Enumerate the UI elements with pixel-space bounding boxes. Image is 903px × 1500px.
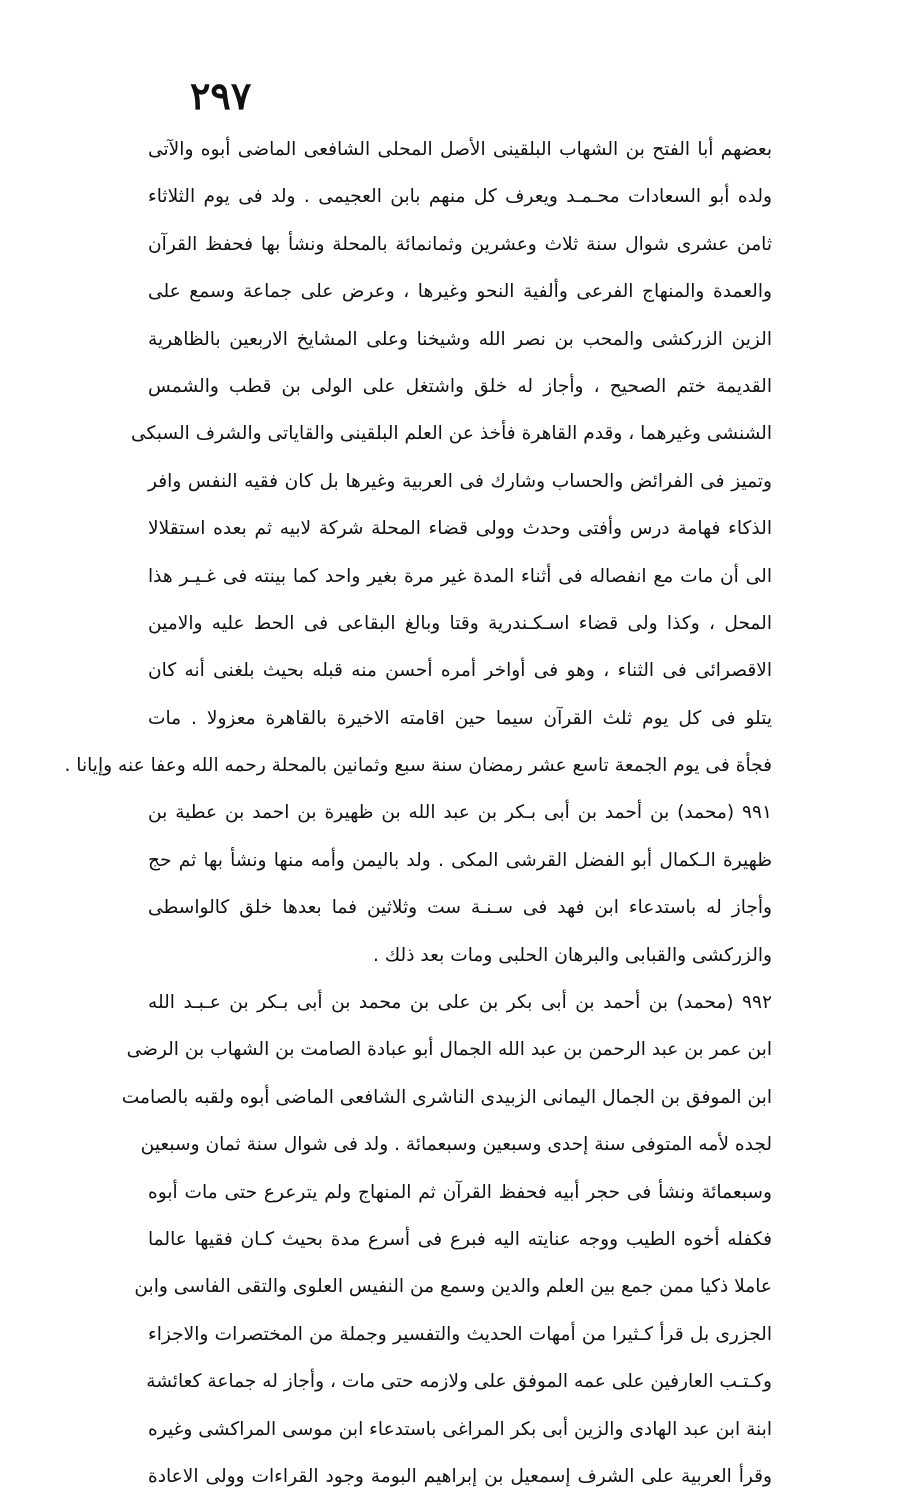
text-line: بعضهم أبا الفتح بن الشهاب البلقينى الأصل المحلى الشافعى الماضى أبوه والآتى [148, 139, 772, 160]
text-line: الشنشى وغيرهما ، وقدم القاهرة فأخذ عن العلم البلقينى والقاياتى والشرف السبكى [130, 423, 772, 445]
text-line: المحل ، وكذا ولى قضاء اسـكـندرية وقتا وبالغ البقاعى فى الحط عليه والامين [148, 612, 772, 634]
entry-heading-line: ٩٩٢ (محمد) بن أحمد بن أبى بكر بن على بن محمد بن أبى بـكر بن عـبـد الله [148, 992, 772, 1014]
entry-heading-line: ٩٩١ (محمد) بن أحمد بن أبى بـكر بن عبد الله بن ظهيرة بن احمد بن عطية بن [148, 802, 772, 824]
text-line: القديمة ختم الصحيح ، وأجاز له خلق واشتغل على الولى بن قطب والشمس [148, 375, 772, 397]
text-line: ثامن عشرى شوال سنة ثلاث وعشرين وثمانمائة بالمحلة ونشأ بها فحفظ القرآن [148, 233, 772, 255]
text-line: والزركشى والقبابى والبرهان الحلبى ومات بعد ذلك . [373, 944, 772, 966]
text-line: فكفله أخوه الطيب ووجه عنايته اليه فبرع فى أسرع مدة بحيث كـان فقيها عالما [148, 1228, 772, 1250]
page-number: ٢٩٧ [190, 73, 252, 118]
text-line: الجزرى بل قرأ كـثيرا من أمهات الحديث والتفسير وجملة من المختصرات والاجزاء [148, 1323, 772, 1345]
text-line: وسبعمائة ونشأ فى حجر أبيه فحفظ القرآن ثم المنهاج ولم يترعرع حتى مات أبوه [148, 1181, 772, 1203]
text-line: وأجاز له باستدعاء ابن فهد فى سـنـة ست وثلاثين فما بعدها خلق كالواسطى [148, 897, 772, 919]
text-line: يتلو فى كل يوم ثلث القرآن سيما حين اقامته الاخيرة بالقاهرة معزولا . مات [148, 707, 772, 729]
text-line: وقرأ العربية على الشرف إسمعيل بن إبراهيم البومة وجود القراءات وولى الاعادة [148, 1465, 772, 1487]
text-line: الى أن مات مع انفصاله فى أثناء المدة غير مرة بغير واحد كما بينته فى غـيـر هذا [148, 565, 772, 587]
text-line: الاقصرائى فى الثناء ، وهو فى أواخر أمره أحسن منه قبله بحيث بلغنى أنه كان [148, 660, 772, 682]
text-line: والعمدة والمنهاج الفرعى وألفية النحو وغيرها ، وعرض على جماعة وسمع على [148, 281, 772, 303]
text-line: وكـتـب العارفين على عمه الموفق على ولازمه حتى مات ، وأجاز له جماعة كعائشة [146, 1371, 772, 1393]
text-line: وتميز فى الفرائض والحساب وشارك فى العربية وغيرها بل كان فقيه النفس وافر [148, 470, 772, 492]
arabic-text-body [64, 126, 772, 1500]
text-line: الذكاء فهامة درس وأفتى وحدث وولى قضاء المحلة شركة لابيه ثم بعده استقلالا [148, 518, 772, 540]
text-line: ابنة ابن عبد الهادى والزين أبى بكر المراغى باستدعاء ابن موسى المراكشى وغيره [148, 1418, 772, 1440]
text-line: ولده أبو السعادات محـمـد ويعرف كل منهم بابن العجيمى . ولد فى يوم الثلاثاء [148, 186, 772, 208]
text-line: لجده لأمه المتوفى سنة إحدى وسبعين وسبعمائة . ولد فى شوال سنة ثمان وسبعين [140, 1134, 772, 1156]
text-line: ابن عمر بن عبد الرحمن بن عبد الله الجمال أبو عبادة الصامت بن الشهاب بن الرضى [126, 1039, 772, 1061]
text-line: عاملا ذكيا ممن جمع بين العلم والدين وسمع من النفيس العلوى والتقى الفاسى وابن [134, 1276, 772, 1298]
text-line: الزين الزركشى والمحب بن نصر الله وشيخنا وعلى المشايخ الاربعين بالظاهرية [148, 328, 772, 350]
text-line: ابن الموفق بن الجمال اليمانى الزبيدى الناشرى الشافعى الماضى أبوه ولقبه بالصامت [121, 1086, 772, 1108]
text-line: ظهيرة الـكمال أبو الفضل القرشى المكى . ولد باليمن وأمه منها ونشأ بها ثم حج [148, 849, 772, 871]
text-line: فجأة فى يوم الجمعة تاسع عشر رمضان سنة سبع وثمانين بالمحلة رحمه الله وعفا عنه وإيانا . [64, 755, 772, 777]
